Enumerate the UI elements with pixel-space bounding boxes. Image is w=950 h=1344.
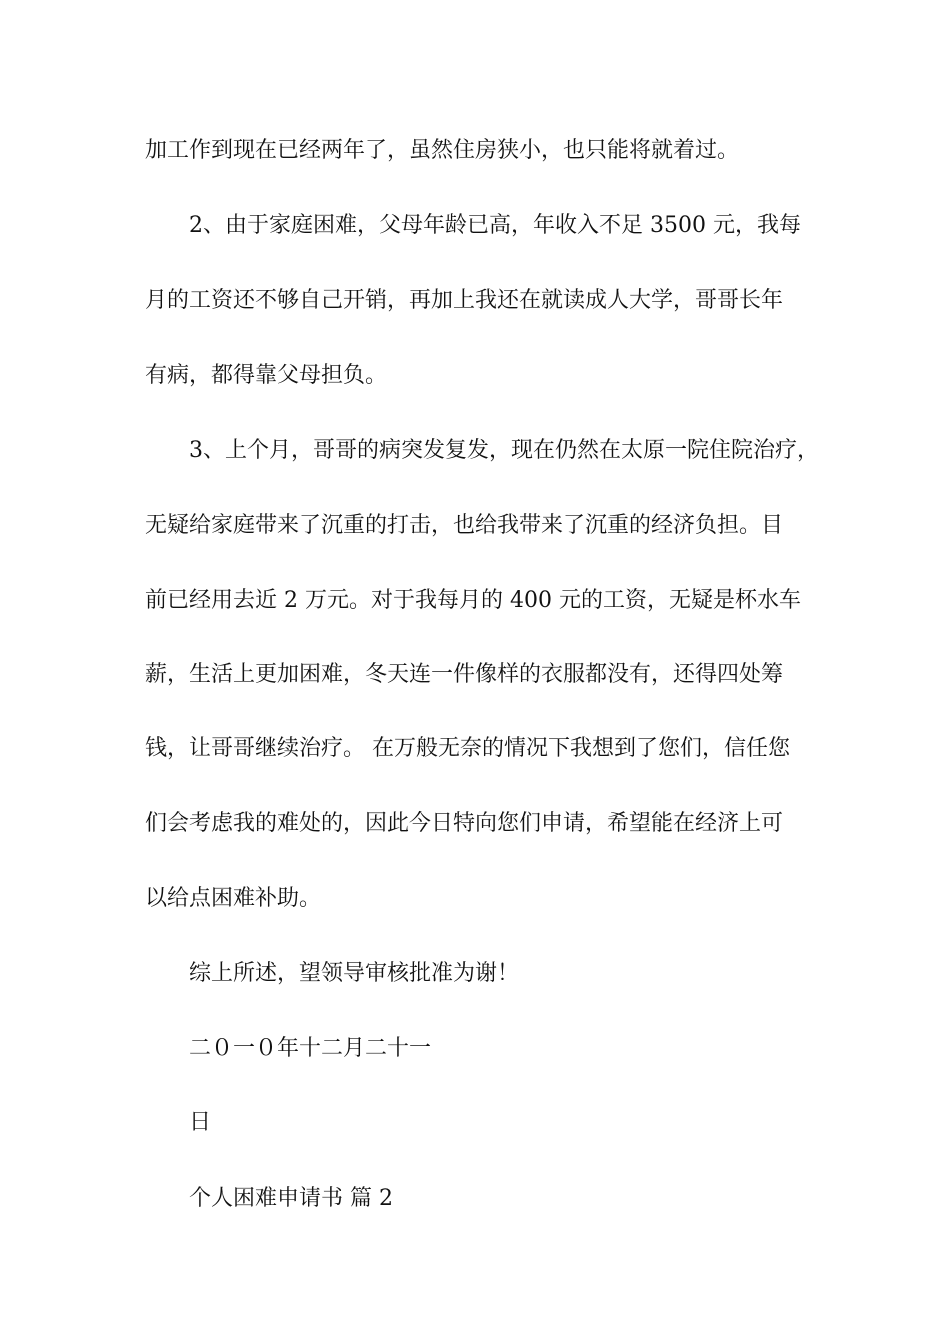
date-line: 日 — [189, 1110, 212, 1135]
paragraph-line: 3、上个月，哥哥的病突发复发，现在仍然在太原一院住院治疗， — [189, 438, 819, 463]
paragraph-line: 钱，让哥哥继续治疗。 在万般无奈的情况下我想到了您们，信任您 — [145, 736, 790, 761]
paragraph-line: 加工作到现在已经两年了，虽然住房狭小，也只能将就着过。 — [145, 138, 740, 163]
paragraph-line: 月的工资还不够自己开销，再加上我还在就读成人大学，哥哥长年 — [145, 288, 784, 313]
paragraph-line: 无疑给家庭带来了沉重的打击，也给我带来了沉重的经济负担。目 — [145, 513, 784, 538]
paragraph-line: 2、由于家庭困难，父母年龄已高，年收入不足 3500 元，我每 — [189, 213, 801, 238]
date-line: 二０一０年十二月二十一 — [189, 1036, 432, 1061]
section-heading: 个人困难申请书 篇 2 — [189, 1186, 393, 1211]
closing-line: 综上所述，望领导审核批准为谢！ — [189, 961, 520, 986]
paragraph-line: 们会考虑我的难处的，因此今日特向您们申请，希望能在经济上可 — [145, 811, 784, 836]
paragraph-line: 以给点困难补助。 — [145, 886, 322, 911]
paragraph-line: 薪，生活上更加困难，冬天连一件像样的衣服都没有，还得四处筹 — [145, 662, 784, 687]
paragraph-line: 前已经用去近 2 万元。对于我每月的 400 元的工资，无疑是杯水车 — [145, 588, 801, 613]
paragraph-line: 有病，都得靠父母担负。 — [145, 363, 388, 388]
